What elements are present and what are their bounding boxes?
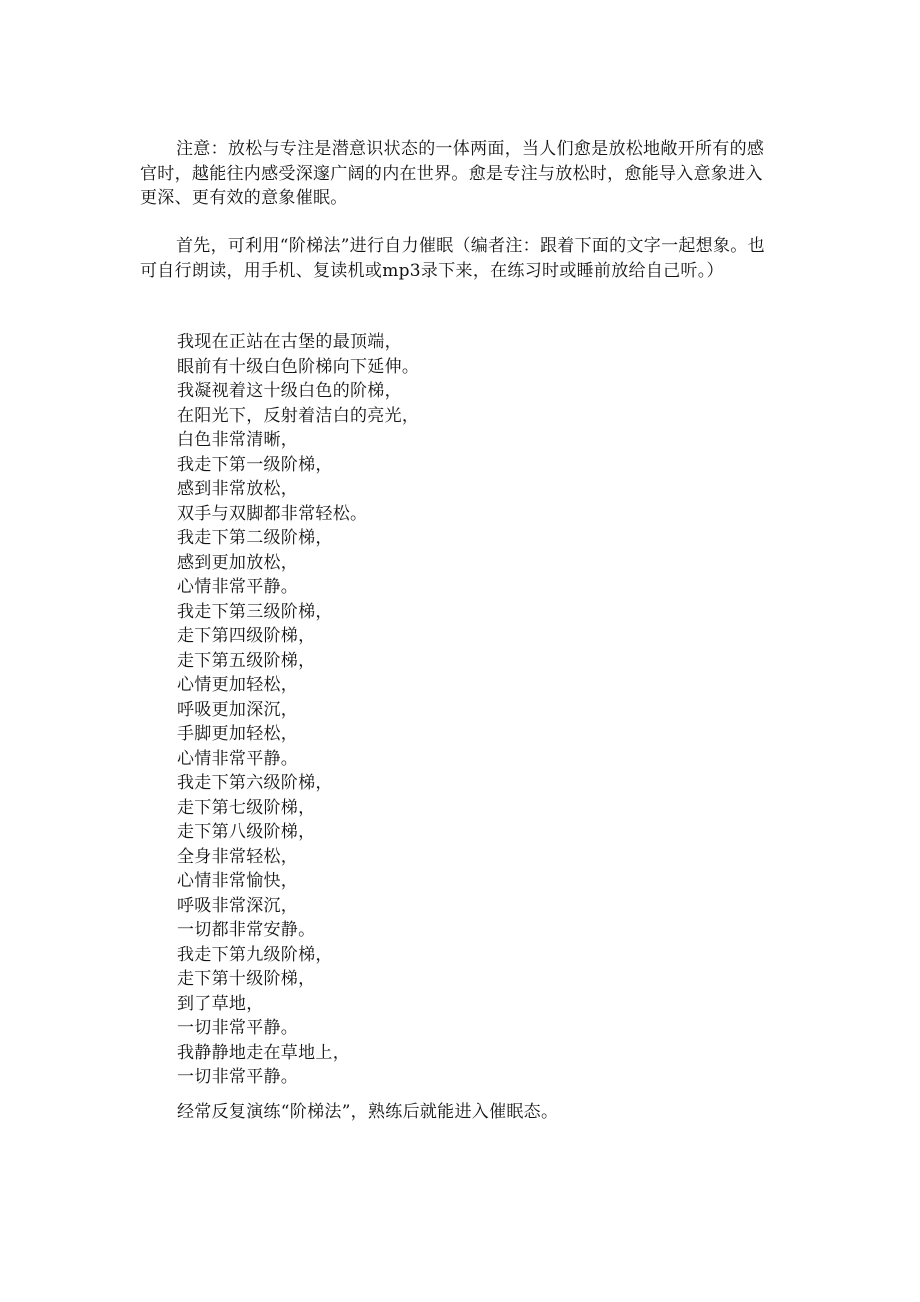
script-line: 一切非常平静。 xyxy=(177,1018,299,1038)
closing-paragraph: 经常反复演练“阶梯法”，熟练后就能进入催眠态。 xyxy=(177,1102,559,1122)
script-line: 手脚更加轻松， xyxy=(177,724,299,744)
script-line: 我现在正站在古堡的最顶端， xyxy=(177,332,402,352)
script-line: 我走下第二级阶梯， xyxy=(177,528,333,548)
script-line: 我走下第九级阶梯， xyxy=(177,944,333,965)
paragraph-note: 注意：放松与专注是潜意识状态的一体两面，当人们愈是放松地敞开所有的感官时，越能往内感受深邃广阔的内在世界。愈是专注与放松时，愈能导入意象进入更深、更有效的意象催眠。 xyxy=(140,139,765,208)
script-line: 双手与双脚都非常轻松。 xyxy=(177,503,368,524)
script-line: 我静静地走在草地上， xyxy=(177,1042,350,1063)
script-line: 呼吸更加深沉， xyxy=(177,699,299,720)
script-line: 走下第八级阶梯， xyxy=(177,822,316,842)
script-line: 呼吸非常深沉， xyxy=(177,895,299,916)
script-line: 我走下第六级阶梯， xyxy=(177,773,333,793)
script-line: 走下第五级阶梯， xyxy=(177,650,316,671)
script-line: 走下第四级阶梯， xyxy=(177,626,316,646)
script-line: 心情更加轻松， xyxy=(177,675,299,695)
script-line: 眼前有十级白色阶梯向下延伸。 xyxy=(177,356,420,377)
script-line: 心情非常平静。 xyxy=(177,577,299,597)
script-line: 在阳光下，反射着洁白的亮光， xyxy=(177,405,420,426)
script-line: 感到非常放松， xyxy=(177,479,299,499)
script-line: 一切都非常安静。 xyxy=(177,920,316,940)
paragraph-intro: 首先，可利用“阶梯法”进行自力催眠（编者注：跟着下面的文字一起想象。也可自行朗读，用手机、复读机或mp3录下来，在练习时或睡前放给自己听。） xyxy=(140,236,765,281)
script-line: 心情非常平静。 xyxy=(177,748,299,769)
script-line: 走下第七级阶梯， xyxy=(177,797,316,818)
script-line: 我凝视着这十级白色的阶梯， xyxy=(177,381,402,401)
script-line: 一切非常平静。 xyxy=(177,1067,299,1087)
script-line: 心情非常愉快， xyxy=(177,871,299,891)
script-line: 我走下第一级阶梯， xyxy=(177,454,333,475)
script-line: 走下第十级阶梯， xyxy=(177,969,316,989)
script-line: 白色非常清晰， xyxy=(177,430,299,450)
script-line: 感到更加放松， xyxy=(177,552,299,573)
script-line: 到了草地， xyxy=(177,993,264,1014)
script-line: 全身非常轻松， xyxy=(177,846,299,867)
script-line: 我走下第三级阶梯， xyxy=(177,601,333,622)
staircase-script xyxy=(177,330,419,1090)
